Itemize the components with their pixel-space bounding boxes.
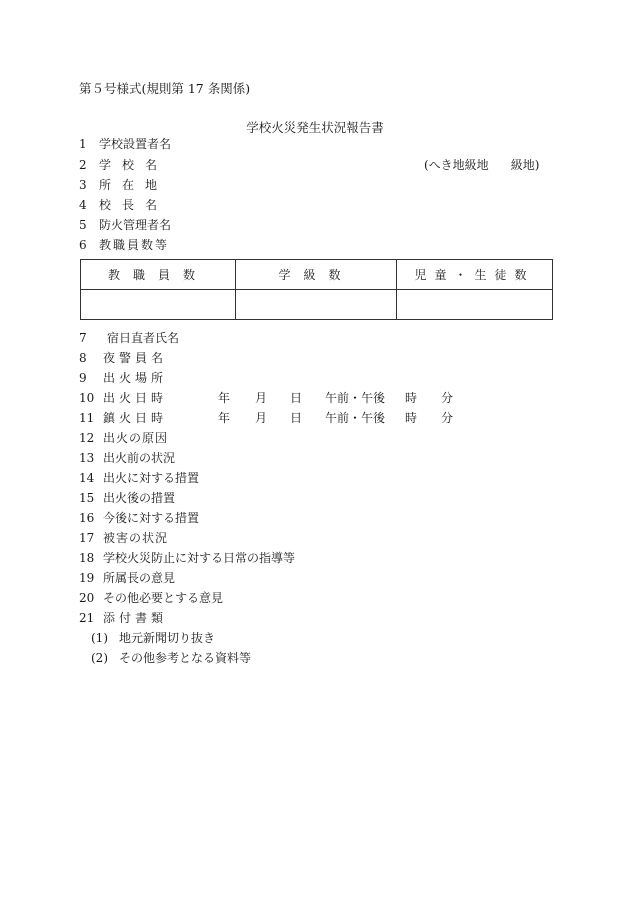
extinguish-year: 年	[218, 411, 231, 425]
staff-table	[80, 259, 553, 320]
header-staff-count: 教職員数	[81, 260, 236, 290]
item-supervisor-opinion	[79, 570, 175, 586]
remote-area-open: (へき地級地	[424, 158, 489, 172]
item-number: 6	[79, 238, 87, 252]
item-number: 11	[79, 411, 95, 425]
item-fire-response	[79, 470, 199, 486]
attachment-label: その他参考となる資料等	[119, 651, 252, 665]
item-number: 18	[79, 551, 95, 565]
item-label: 宿日直者氏名	[107, 331, 180, 345]
cell-class-count[interactable]	[236, 290, 397, 320]
item-number: 20	[79, 591, 95, 605]
remote-area-close: 級地)	[510, 158, 540, 172]
item-label: 夜警員名	[103, 351, 168, 365]
item-number: 21	[79, 611, 95, 625]
extinguish-minute: 分	[441, 411, 454, 425]
item-number: 5	[79, 218, 87, 232]
fire-month: 月	[255, 391, 268, 405]
staff-table-header-row	[81, 260, 553, 290]
item-label: 鎮火日時	[103, 411, 168, 425]
item-label: 添付書類	[103, 611, 168, 625]
item-damage-status	[79, 530, 168, 546]
cell-staff-count[interactable]	[81, 290, 236, 320]
item-number: 8	[79, 351, 87, 365]
item-night-duty	[79, 330, 179, 346]
item-principal-name	[79, 197, 168, 213]
attachment-reference	[91, 650, 251, 666]
item-fire-datetime	[79, 390, 167, 406]
item-label: 学校設置者名	[99, 137, 172, 151]
item-label: 出火日時	[103, 391, 168, 405]
attachment-number: (1)	[91, 631, 108, 645]
form-number: 第５号様式(規則第 17 条関係)	[79, 81, 251, 96]
item-daily-guidance	[79, 550, 295, 566]
item-label: 出火後の措置	[103, 491, 176, 505]
fire-year: 年	[218, 391, 231, 405]
item-label: 出火前の状況	[103, 451, 176, 465]
extinguish-ampm: 午前・午後	[325, 411, 386, 425]
item-school-founder	[79, 136, 171, 152]
item-label: 出火の原因	[103, 431, 169, 445]
cell-pupil-count[interactable]	[397, 290, 553, 320]
item-fire-cause	[79, 430, 168, 446]
item-post-fire-measures	[79, 490, 175, 506]
staff-table-value-row	[81, 290, 553, 320]
item-staff-count	[79, 237, 169, 253]
item-label: 所在地	[99, 178, 169, 192]
attachment-newspaper	[91, 630, 215, 646]
item-other-opinions	[79, 590, 223, 606]
item-number: 10	[79, 391, 95, 405]
item-number: 4	[79, 198, 87, 212]
item-number: 17	[79, 531, 95, 545]
item-number: 13	[79, 451, 95, 465]
item-fire-location	[79, 370, 167, 386]
item-number: 15	[79, 491, 95, 505]
item-label: 学校名	[99, 158, 169, 172]
item-label: 被害の状況	[103, 531, 169, 545]
attachment-label: 地元新聞切り抜き	[119, 631, 216, 645]
item-pre-fire-status	[79, 450, 175, 466]
item-label: 今後に対する措置	[103, 511, 200, 525]
fire-minute: 分	[441, 391, 454, 405]
item-future-measures	[79, 510, 199, 526]
item-number: 1	[79, 137, 87, 151]
item-night-guard	[79, 350, 167, 366]
item-label: 学校火災防止に対する日常の指導等	[103, 551, 296, 565]
item-address	[79, 177, 168, 193]
item-label: 出火に対する措置	[103, 471, 200, 485]
item-label: 教職員数等	[99, 238, 170, 252]
extinguish-month: 月	[255, 411, 268, 425]
item-number: 2	[79, 158, 87, 172]
item-number: 19	[79, 571, 95, 585]
item-label: 所属長の意見	[103, 571, 176, 585]
item-number: 3	[79, 178, 87, 192]
document-title: 学校火災発生状況報告書	[246, 120, 384, 135]
header-class-count: 学級数	[236, 260, 397, 290]
item-number: 14	[79, 471, 95, 485]
extinguish-day: 日	[290, 411, 303, 425]
item-number: 16	[79, 511, 95, 525]
item-school-name	[79, 157, 168, 173]
item-label: 出火場所	[103, 371, 168, 385]
item-extinguish-datetime	[79, 410, 167, 426]
item-fire-manager	[79, 217, 171, 233]
remote-area-grade	[424, 157, 539, 173]
fire-day: 日	[290, 391, 303, 405]
item-number: 7	[79, 331, 87, 345]
item-number: 9	[79, 371, 87, 385]
item-label: 防火管理者名	[99, 218, 172, 232]
fire-hour: 時	[405, 391, 418, 405]
fire-ampm: 午前・午後	[325, 391, 386, 405]
attachment-number: (2)	[91, 651, 108, 665]
extinguish-hour: 時	[405, 411, 418, 425]
item-attachments	[79, 610, 167, 626]
item-label: その他必要とする意見	[103, 591, 224, 605]
header-pupil-count: 児童・生徒数	[397, 260, 553, 290]
item-number: 12	[79, 431, 95, 445]
item-label: 校長名	[99, 198, 169, 212]
